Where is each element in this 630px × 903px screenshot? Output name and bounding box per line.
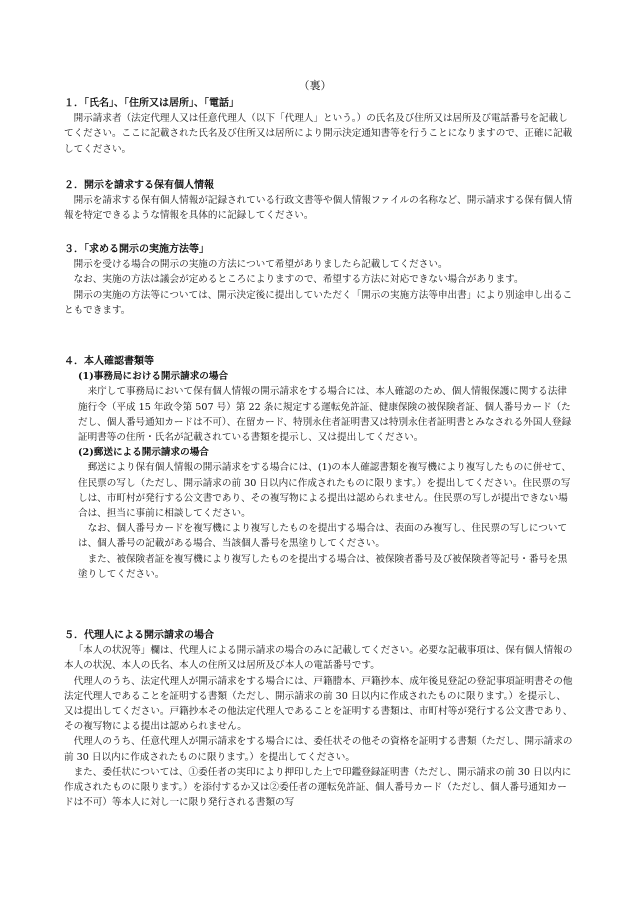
page-title: （裏） — [298, 79, 332, 92]
paragraph: 郵送により保有個人情報の開示請求をする場合には、(1)の本人確認書類を複写機により複写したものに併せて、住民票の写し（ただし、開示請求の前 30 日以内に作成されたものに限ります。）を提出してください。住民票の写しは、市町村が発行する公文書であり、その複写物による提出は認められません。住民票の写しが提出できない場合は、担当に事前に相談してください。 — [78, 462, 572, 520]
section-heading: ４．本人確認書類等 — [64, 356, 154, 367]
section-1 — [64, 96, 574, 157]
section-heading: ５．代理人による開示請求の場合 — [64, 630, 214, 641]
section-4 — [64, 354, 574, 582]
paragraph: 代理人のうち、任意代理人が開示請求をする場合には、委任状その他その資格を証明する書類（ただし、開示請求の前 30 日以内に作成されたものに限ります。）を提出してください。 — [64, 736, 573, 763]
section-heading: １．「氏名」、「住所又は居所」、「電話」 — [64, 98, 239, 109]
subsection-heading: (2)郵送による開示請求の場合 — [78, 447, 209, 459]
section-3 — [64, 242, 574, 318]
paragraph: 開示請求者（法定代理人又は任意代理人（以下「代理人」という。）の氏名及び住所又は居所及び電話番号を記載してください。ここに記載された氏名及び住所又は居所により開示決定通知書等を行うことになりますので、正確に記載してください。 — [64, 113, 573, 155]
paragraph: なお、個人番号カードを複写機により複写したものを提出する場合は、表面のみ複写し、住民票の写しについては、個人番号の記載がある場合、当該個人番号を黒塗りしてください。 — [78, 523, 568, 550]
subsection-heading: (1)事務局における開示請求の場合 — [78, 371, 229, 383]
paragraph: 来庁して事務局において保有個人情報の開示請求をする場合には、本人確認のため、個人情報保護に関する法律施行令（平成 15 年政令第 507 号）第 22 条に規定する運転免許証、健康保険の被保険者証、個人番号カード（ただし、個人番号通知カードは不可）、在留カード、特別永住者証明書又は特別永住者証明書とみなされる外国人登録証明書等の住所・氏名が記載されている書類を提示し、又は提出してください。 — [78, 386, 572, 444]
paragraph: 開示を受ける場合の開示の実施の方法について希望がありましたら記載してください。 — [73, 259, 448, 271]
paragraph: 開示の実施の方法等については、開示決定後に提出していただく「開示の実施方法等申出書」により別途申し出ることもできます。 — [64, 289, 573, 316]
paragraph: また、委任状については、①委任者の実印により押印した上で印鑑登録証明書（ただし、開示請求の前 30 日以内に作成されたものに限ります。）を添付するか又は②委任者の運転免許証、個人番号カード（ただし、個人番号通知カードは不可）等本人に対し一に限り発行される書類の写 — [64, 766, 572, 809]
paragraph: 代理人のうち、法定代理人が開示請求をする場合には、戸籍謄本、戸籍抄本、成年後見登記の登記事項証明書その他法定代理人であることを証明する書類（ただし、開示請求の前 30 日以内に作成されたものに限ります。）を提示し、又は提出してください。戸籍抄本その他法定代理人であることを証明する書類は、市町村等が発行する公文書であり、その複写物による提出は認められません。 — [64, 675, 573, 733]
section-5 — [64, 628, 574, 810]
section-2 — [64, 178, 574, 224]
paragraph: 「本人の状況等」欄は、代理人による開示請求の場合のみに記載してください。必要な記載事項は、保有個人情報の本人の状況、本人の氏名、本人の住所又は居所及び本人の電話番号です。 — [64, 645, 573, 672]
paragraph: 開示を請求する保有個人情報が記録されている行政文書等や個人情報ファイルの名称など、開示請求する保有個人情報を特定できるような情報を具体的に記録してください。 — [64, 195, 573, 222]
section-heading: ２．開示を請求する保有個人情報 — [64, 180, 214, 191]
paragraph: なお、実施の方法は議会が定めるところによりますので、希望する方法に対応できない場合があります。 — [73, 274, 524, 286]
section-heading: ３．「求める開示の実施方法等」 — [64, 244, 209, 255]
paragraph: また、被保険者証を複写機により複写したものを提出する場合は、被保険者番号及び被保険者等記号・番号を黒塗りしてください。 — [78, 553, 568, 580]
